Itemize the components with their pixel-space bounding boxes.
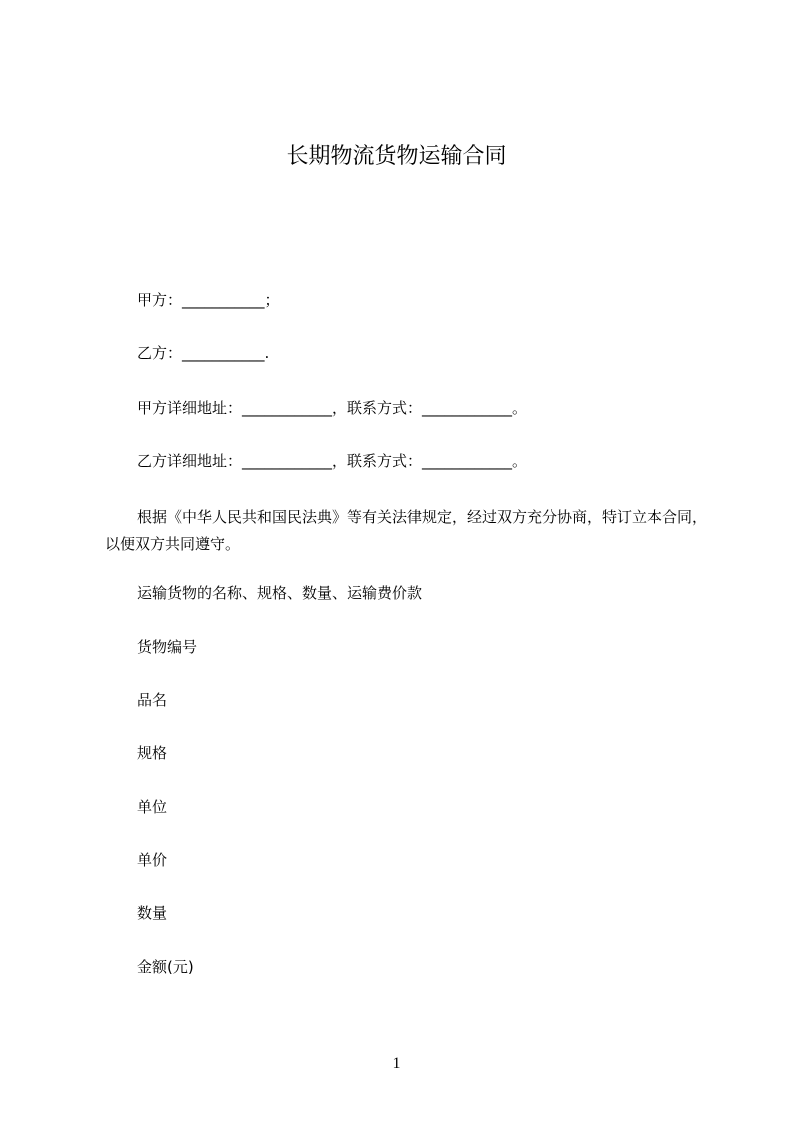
item-specification: 规格 xyxy=(137,744,168,762)
party-b-line: 乙方：___________. xyxy=(137,344,270,362)
item-unit: 单位 xyxy=(137,798,168,816)
item-goods-number: 货物编号 xyxy=(137,638,198,656)
section-heading: 运输货物的名称、规格、数量、运输费价款 xyxy=(137,584,423,602)
page-number: 1 xyxy=(392,1055,401,1072)
item-product-name: 品名 xyxy=(137,691,168,709)
party-a-line: 甲方：___________； xyxy=(137,291,280,309)
document-title: 长期物流货物运输合同 xyxy=(286,144,507,169)
item-unit-price: 单价 xyxy=(137,851,168,869)
preamble-paragraph: 根据《中华人民共和国民法典》等有关法律规定，经过双方充分协商，特订立本合同，以便双方共同遵守。 xyxy=(105,508,708,553)
item-amount: 金额(元) xyxy=(137,958,194,976)
item-quantity: 数量 xyxy=(137,904,168,922)
party-a-address-line: 甲方详细地址：____________，联系方式：____________。 xyxy=(137,399,528,417)
party-b-address-line: 乙方详细地址：____________，联系方式：____________。 xyxy=(137,452,528,470)
